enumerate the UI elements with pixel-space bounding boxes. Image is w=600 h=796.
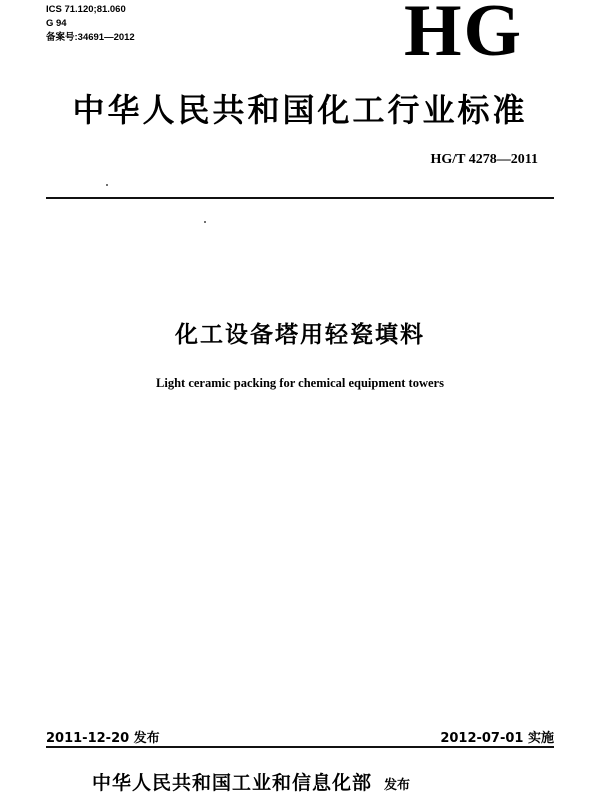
- issue-date: 2011-12-20 发布: [46, 731, 160, 746]
- footer-divider: [46, 746, 554, 748]
- ics-number: ICS 71.120;81.060: [46, 4, 126, 15]
- publisher-name: 中华人民共和国工业和信息化部: [92, 772, 373, 794]
- publisher-line: [92, 768, 410, 795]
- hg-logo: HG: [404, 0, 524, 72]
- header-divider: [46, 197, 554, 199]
- standard-category-title: 中华人民共和国化工行业标准: [72, 91, 528, 129]
- ccs-number: G 94: [46, 18, 67, 29]
- document-title-english: Light ceramic packing for chemical equipment towers: [156, 376, 444, 390]
- scan-speck: [106, 184, 108, 186]
- filing-number: 备案号:34691—2012: [46, 32, 135, 43]
- document-title-chinese: 化工设备塔用轻瓷填料: [175, 322, 425, 348]
- implementation-date: 2012-07-01 实施: [440, 731, 554, 746]
- classification-block: [46, 3, 135, 45]
- publisher-suffix: 发布: [384, 778, 411, 793]
- scan-speck: [204, 221, 206, 223]
- standard-code: HG/T 4278—2011: [430, 152, 538, 167]
